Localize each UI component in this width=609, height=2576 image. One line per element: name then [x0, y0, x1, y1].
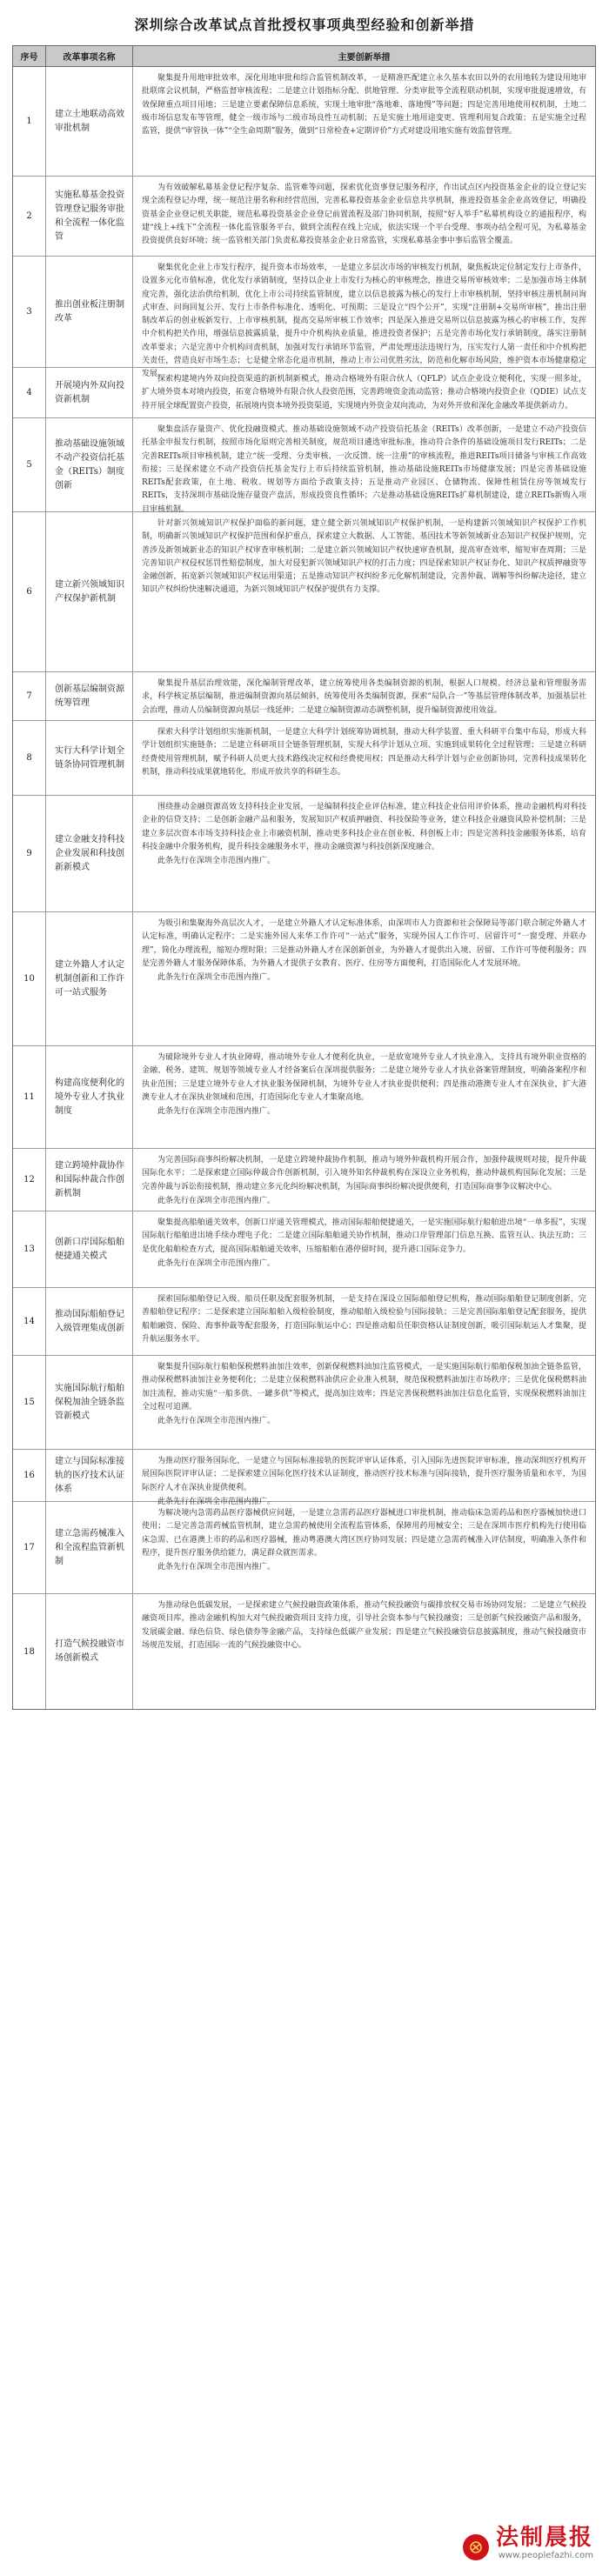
table-row: [13, 1356, 595, 1450]
promotion-note: 此条先行在深圳全市范围内推广。: [157, 1497, 276, 1506]
row-number: 13: [13, 1211, 46, 1287]
row-number: 14: [13, 1288, 46, 1355]
reform-item-name: 创新口岸国际船舶便捷通关模式: [46, 1211, 133, 1287]
measure-paragraph: 针对新兴领域知识产权保护面临的新问题，建立健全新兴领域知识产权保护机制，一是构建新兴领域知识产权保护工作机制，明确新兴领域知识产权保护范围和保护重点，探索建立大数据、人工智能、基因技术等新领域新业态知识产权保护规则，完善涉及新领域新业态的知识产权审查审核机制；二是建立新兴领域知识产权快速审查机制，提高审查效率，缩短审查周期；三是完善知识产权侵权惩罚性赔偿制度，加大对侵犯新兴领域知识产权的打击力度；四是探索知识产权证券化、知识产权质押融资等金融创新，拓宽新兴领域知识产权运用渠道；五是推动知识产权纠纷多元化解机制建设，完善仲裁、调解等纠纷解决途径，建立知识产权纠纷快速解决通道，为新兴领域知识产权保护提供有力支撑。: [142, 519, 586, 595]
innovation-measures: [133, 512, 595, 671]
table-row: [13, 672, 595, 721]
reform-item-name: 实施私募基金投资管理登记服务审批和全流程一体化监管: [46, 177, 133, 256]
row-number: 3: [13, 257, 46, 367]
table-row: [13, 257, 595, 379]
row-number: 4: [13, 368, 46, 417]
table-row: [13, 418, 595, 512]
table-row: [13, 177, 595, 257]
reform-item-name: 建立与国际标准接轨的医疗技术认证体系: [46, 1450, 133, 1501]
table-row: [13, 912, 595, 1046]
innovation-measures: [133, 67, 595, 176]
table-row: [13, 512, 595, 672]
measure-paragraph: 为破除境外专业人才执业障碍，推动境外专业人才便利化执业，一是放宽境外专业人才执业准入，支持具有境外职业资格的金融、税务、建筑、规划等领域专业人才经备案后在深圳提供服务；二是建立境外专业人才执业备案管理制度，明确备案程序和执业范围；三是建立境外专业人才执业服务保障机制，为境外专业人才执业提供便利；四是推动港澳专业人才在深执业，扩大港澳专业人才在深执业领域和范围，打造国际化专业人才集聚高地。: [142, 1053, 586, 1102]
innovation-measures: [133, 1594, 595, 1709]
table-body: [13, 67, 595, 1709]
row-number: 11: [13, 1046, 46, 1148]
header-name: 改革事项名称: [46, 46, 133, 66]
innovation-measures: [133, 796, 595, 911]
measure-paragraph: 为完善国际商事纠纷解决机制，一是建立跨境仲裁协作机制，推动与境外仲裁机构开展合作，加强仲裁规则对接，提升仲裁国际化水平；二是探索建立国际仲裁合作创新机制，引入境外知名仲裁机构在深设立业务机构，推动仲裁机构国际化发展；三是完善仲裁与诉讼衔接机制，推动建立多元化纠纷解决机制，为国际商事纠纷解决提供便利，打造国际商事争议解决中心。: [142, 1156, 586, 1191]
innovation-measures: [133, 368, 595, 417]
row-number: 9: [13, 796, 46, 911]
row-number: 16: [13, 1450, 46, 1501]
reform-item-name: 建立新兴领域知识产权保护新机制: [46, 512, 133, 671]
innovation-measures: [133, 1450, 595, 1506]
row-number: 17: [13, 1502, 46, 1593]
innovation-measures: [133, 912, 595, 1045]
row-number: 8: [13, 721, 46, 795]
measure-paragraph: 聚集优化企业上市发行程序，提升资本市场效率，一是建立多层次市场的审核发行机制，聚焦板块定位制定发行上市条件，设置多元化市值标准，优化发行承销制度，坚持以企业上市发行为核心的审核理念，推进交易所审核效率；二是加强市场主体制度完善，强化法治供给机制，优化上市公司持续监管制度，建立以信息披露为核心的发行上市审核机制，坚持审核注册机制问询式审查、问询回复公开、发行上市条件标准化、透明化、可预期；三是设立“四个公开”，实现“注册制+交易所审核”，推出注册制改革后的创业板新发行、上市审核机制，提高交易所审核工作效率；四是深入推进交易所以信息披露为核心的审核工作，发挥中介机构把关作用，增强信息披露质量，提升中介机构执业质量，推进投资者保护；五是完善市场化发行承销制度，落实注册制改革要求；六是完善中介机构问责机制，加强对发行承销环节监管，严肃处理违法违规行为，压实发行人第一责任和中介机构把关责任，营造良好市场生态；七是健全常态化退市机制，推动上市公司优胜劣汰，防范和化解市场风险，维护资本市场健康稳定发展。: [142, 264, 586, 379]
measure-paragraph: 为解决境内急需药品医疗器械供应问题，一是建立急需药品医疗器械进口审批机制，推动临床急需药品和医疗器械加快进口使用；二是完善急需药械监管机制，建立急需药械使用全流程监管体系，保障用药用械安全；三是在深圳市医疗机构先行使用临床急需、已在港澳上市的药品和医疗器械，推动粤港澳大湾区医疗协同发展；四是建立急需药械准入评估制度，明确准入条件和程序，提升医疗服务供给能力，满足群众就医需求。: [142, 1509, 586, 1558]
measure-paragraph: 探索构建境内外双向投资渠道的新机制新模式，推动合格境外有限合伙人（QFLP）试点企业设立便利化，实现一照多址，扩大境外资本对境内投资，拓宽合格境外有限合伙人投资范围，完善跨境资金流动监管；推动合格境内投资企业（QDIE）试点支持开展全球配置资产投资，拓展境内资本境外投资渠道，实现境内外资金双向流动，为对外开放和深化金融改革提供新动力。: [142, 375, 586, 410]
measure-paragraph: 为有效破解私募基金登记程序复杂、监管难等问题，探索优化资事登记服务程序，作出试点区内投资基金企业的设立登记实现全流程登记办理，统一规范注册名称和经营范围，完善私募投资基金企业信息共享机制，推进投资基金企业高效登记，明确投资基金企业登记机关职能，规范私募投资基金企业登记前置流程及部门协同机制，按照“好人举手”私募机构设立的通报程序，构建“线上+线下”全流程一体化监管服务平台，做到全流程在线上完成，依法实现一个平台受理、事项办结全程可见，为私募基金投资提供良好环境；统一监管相关部门负责私募投资基金企业日常监管，实现私募基金事中事后监管全覆盖。: [142, 184, 586, 246]
innovation-measures: [133, 1046, 595, 1148]
table-row: [13, 67, 595, 177]
page-title: 深圳综合改革试点首批授权事项典型经验和创新举措: [134, 17, 475, 33]
measure-paragraph: 为推动绿色低碳发展，一是探索建立气候投融资政策体系，推动气候投融资与碳排放权交易市场协同发展；二是建立气候投融资项目库，推动金融机构加大对气候投融资项目支持力度，引导社会资本参与气候投融资；三是创新气候投融资产品和服务，发展碳金融、绿色信贷、绿色债券等金融产品，支持绿色低碳产业发展；四是建立气候投融资信息披露制度，推动气候投融资市场规范发展，打造国际一流的气候投融资中心。: [142, 1601, 586, 1650]
row-number: 15: [13, 1356, 46, 1449]
reform-item-name: 建立跨境仲裁协作和国际仲裁合作创新机制: [46, 1149, 133, 1211]
reform-item-name: 构建高度便利化的境外专业人才执业制度: [46, 1046, 133, 1148]
table-row: [13, 796, 595, 912]
promotion-note: 此条先行在深圳全市范围内推广。: [157, 1107, 276, 1117]
party-seal-icon: [463, 2534, 489, 2560]
promotion-note: 此条先行在深圳全市范围内推广。: [157, 1196, 276, 1205]
reform-item-name: 推动基础设施领域不动产投资信托基金（REITs）制度创新: [46, 418, 133, 511]
watermark-name: 法制晨报: [495, 2525, 593, 2551]
innovation-measures: [133, 1356, 595, 1449]
reform-item-name: 推动国际船舶登记入级管理集成创新: [46, 1288, 133, 1355]
promotion-note: 此条先行在深圳全市范围内推广。: [157, 1563, 276, 1572]
reform-item-name: 实施国际航行船舶保税加油全链条监管新模式: [46, 1356, 133, 1449]
table-row: [13, 368, 595, 418]
table-row: [13, 1288, 595, 1356]
row-number: 2: [13, 177, 46, 256]
innovation-measures: [133, 1288, 595, 1355]
watermark: [463, 2526, 593, 2560]
innovation-measures: [133, 418, 595, 514]
table-row: [13, 1046, 595, 1149]
promotion-note: 此条先行在深圳全市范围内推广。: [157, 1417, 276, 1426]
reform-item-name: 创新基层编制资源统筹管理: [46, 672, 133, 720]
innovation-measures: [133, 672, 595, 720]
innovation-measures: [133, 177, 595, 256]
row-number: 7: [13, 672, 46, 720]
promotion-note: 此条先行在深圳全市范围内推广。: [157, 857, 276, 866]
measure-paragraph: 聚集提升基层治理效能，深化编制管理改革，建立统筹使用各类编制资源的机制，根据人口规模、经济总量和管理服务需求，科学核定基层编制，推进编制资源向基层倾斜，统筹使用各类编制资源，探索“局队合一”等基层管理体制改革，加强基层社会治理，推动人员编制资源向基层一线延伸；二是建立编制资源动态调整机制，提升编制资源使用效益。: [142, 679, 586, 715]
measure-paragraph: 聚集提升用地审批效率，深化用地审批和综合监管机制改革，一是精准匹配建立永久基本农田以外的农用地转为建设用地审批联席会议机制，严格监督审核流程；二是建立计划指标分配、供地管理、分类审批等全流程联动机制，实现审批提速增效，有效保障重点项目用地；三是建立要素保障信息系统，实现土地审批“落地难、落地慢”等问题；四是完善用地使用权机制，土地二级市场信息发布等管理，健全一级市场与二级市场良性互动机制；五是实施土地用途变更、管理利用复合政策；五是实施全过程监管，提供“审管执一体”“全生命周期”服务，做到“日常检查+定期评价”方式对建设用地实施有效监督管理。: [142, 74, 586, 137]
innovation-measures: [133, 257, 595, 379]
measure-paragraph: 为推动医疗服务国际化，一是建立与国际标准接轨的医院评审认证体系，引入国际先进医院评审标准，推动深圳医疗机构开展国际医院评审认证；二是探索建立国际化医疗技术认证制度，推动医疗技术标准与国际接轨，提升医疗服务质量和水平，为国际医疗人才在深执业提供便利。: [142, 1457, 586, 1492]
row-number: 5: [13, 418, 46, 511]
table-header: [13, 46, 595, 67]
promotion-note: 此条先行在深圳全市范围内推广。: [157, 1258, 276, 1268]
row-number: 18: [13, 1594, 46, 1709]
reform-item-name: 推出创业板注册制改革: [46, 257, 133, 367]
reform-item-name: 实行大科学计划全链条协同管理机制: [46, 721, 133, 795]
header-measures: 主要创新举措: [338, 53, 391, 63]
reform-item-name: 开展境内外双向投资新机制: [46, 368, 133, 417]
table-row: [13, 1502, 595, 1594]
table-row: [13, 1211, 595, 1288]
innovation-measures: [133, 1211, 595, 1287]
table-row: [13, 721, 595, 796]
measure-paragraph: 为吸引和集聚海外高层次人才，一是建立外籍人才认定标准体系，由深圳市人力资源和社会保障局等部门联合制定外籍人才认定标准，明确认定程序；二是实施外国人来华工作许可“一站式”服务，实现外国人工作许可、居留许可“一窗受理、并联办理”，简化办理流程，缩短办理时限；三是推动外籍人才在深创新创业，为外籍人才提供出入境、居留、工作许可等便利服务；四是完善外籍人才服务保障体系，为外籍人才提供子女教育、医疗、住房等方面便利，打造国际化人才发展环境。: [142, 919, 586, 968]
reform-item-name: 建立土地联动高效审批机制: [46, 67, 133, 176]
innovation-measures: [133, 1149, 595, 1211]
measure-paragraph: 聚集提高船舶通关效率，创新口岸通关管理模式，推动国际船舶便捷通关，一是实施国际航行船舶进出境“一单多报”，实现国际航行船舶进出境手续办理电子化；二是建立国际船舶通关协作机制，推动口岸管理部门信息互换、监管互认、执法互助；三是优化船舶检查方式，提高国际船舶通关效率，压缩船舶在港停留时间，提升港口国际竞争力。: [142, 1218, 586, 1254]
measures-table: [12, 45, 596, 1710]
measure-paragraph: 聚集盘活存量资产、优化投融资模式、推动基础设施领域不动产投资信托基金（REITs）改革创新，一是建立不动产投资信托基金申报发行机制，按照市场化原则完善相关制度，规范项目遴选审批标准，推动符合条件的基础设施项目发行REITs；二是完善REITs项目审核机制，建立“统一受理、分类审核、一次反馈、统一注册”的审核流程，推进REITs项目储备与审核工作高效衔接；三是探索建立不动产投资信托基金发行上市后持续监管机制，推动基础设施REITs市场健康发展；四是完善基础设施REITs配套政策，在土地、税收、规划等方面给予政策支持；五是推动产业园区、仓储物流、保障性租赁住房等领域发行REITs，支持深圳市基础设施存量资产盘活，形成投资良性循环；六是推动基础设施REITs扩募机制建设，建立REITs新购入项目审核机制。: [142, 425, 586, 514]
row-number: 10: [13, 912, 46, 1045]
header-no: 序号: [13, 46, 46, 66]
watermark-url: www.peoplefazhi.com: [498, 2551, 593, 2560]
reform-item-name: 建立金融支持科技企业发展和科技创新新模式: [46, 796, 133, 911]
measure-paragraph: 探索大科学计划组织实施新机制，一是建立大科学计划统筹协调机制，推动大科学装置、重大科研平台集中布局，形成大科学计划组织实施链条；二是建立科研项目全链条管理机制，实现大科学计划从立项、实施到成果转化全过程管理；三是建立科研经费使用管理机制，赋予科研人员更大技术路线决定权和经费使用权；四是推动大科学计划与企业创新协同，完善科技成果转化机制，推动科技成果就地转化，形成开放共享的科研生态。: [142, 728, 586, 777]
row-number: 1: [13, 67, 46, 176]
measure-paragraph: 探索国际船舶登记入级、船员任职及配套服务机制，一是支持在深设立国际船舶登记机构，推动国际船舶登记制度创新，完善船舶登记程序；二是探索建立国际船舶入级检验制度，推动船舶入级检验与国际接轨；三是完善国际船舶登记配套服务，提供船舶融资、保险、海事仲裁等配套服务，打造国际航运中心；四是推动船员任职资格认证制度创新，吸引国际航运人才集聚，提升航运服务水平。: [142, 1295, 586, 1344]
table-row: [13, 1149, 595, 1211]
reform-item-name: 建立外籍人才认定机制创新和工作许可一站式服务: [46, 912, 133, 1045]
reform-item-name: 打造气候投融资市场创新模式: [46, 1594, 133, 1709]
innovation-measures: [133, 1502, 595, 1593]
measure-paragraph: 聚集提升国际航行船舶保税燃料油加注效率，创新保税燃料油加注监管模式，一是实施国际航行船舶保税加油全链条监管，推动保税燃料油加注业务便利化；二是建立保税燃料油供应企业准入机制，规范保税燃料油加注市场秩序；三是优化保税燃料油加注流程，推动实施“一船多供、一罐多供”等模式，提高加注效率；四是完善保税燃料油加注信息化监管，实现保税燃料油加注全过程可追溯。: [142, 1363, 586, 1411]
table-row: [13, 1450, 595, 1506]
innovation-measures: [133, 721, 595, 795]
table-row: [13, 1594, 595, 1709]
row-number: 6: [13, 512, 46, 671]
measure-paragraph: 围绕推动金融资源高效支持科技企业发展，一是编制科技企业评估标准，建立科技企业信用评价体系，推动金融机构对科技企业的信贷支持；二是创新金融产品和服务，发展知识产权质押融资、科技保险等业务，建立科技企业融资风险补偿机制；三是建立多层次资本市场支持科技企业上市融资机制，推动更多科技企业在创业板、科创板上市；四是完善科技金融服务体系，培育科技金融中介服务机构，提升科技金融服务水平，推动金融资源与科技创新深度融合。: [142, 803, 586, 851]
reform-item-name: 建立急需药械准入和全流程监管新机制: [46, 1502, 133, 1593]
promotion-note: 此条先行在深圳全市范围内推广。: [157, 973, 276, 983]
row-number: 12: [13, 1149, 46, 1211]
